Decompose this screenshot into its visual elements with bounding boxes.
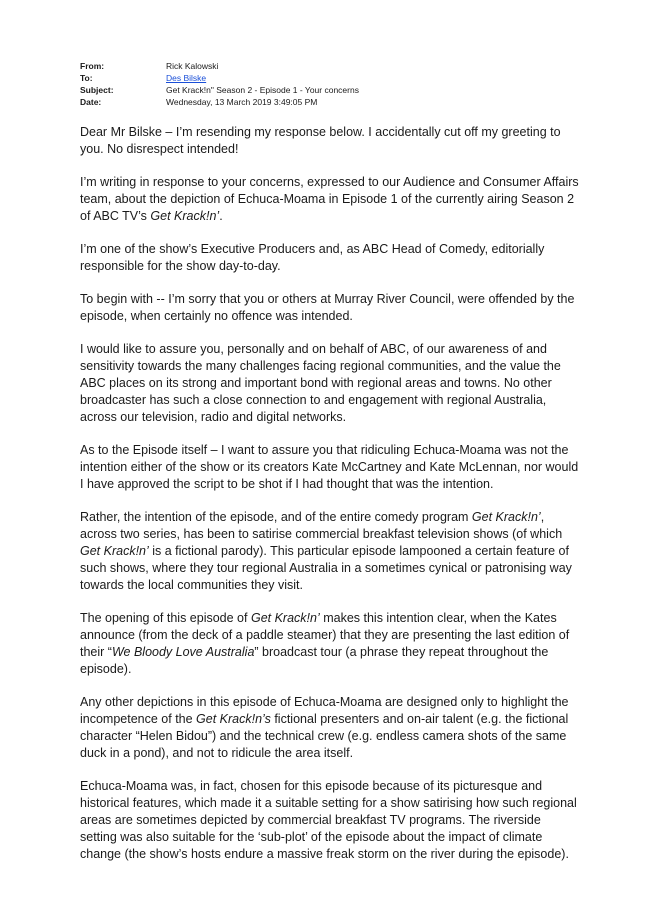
show-title: Get Krack!n’ (150, 209, 220, 223)
text-run: I’m writing in response to your concerns, expressed to our Audience and Consumer Affairs team, about the depiction of Echuca-Moama in Episode 1 of the currently airing Season 2 of ABC TV’s (80, 175, 579, 223)
text-run: fictional presenters and on-air talent (e.g. the fictional character “Helen Bidou”) and the technical crew (e.g. endless camera shots of the same duck in a pond), and not to ridicule the area itself. (80, 712, 569, 760)
email-body (80, 124, 580, 879)
to-label: To: (80, 73, 93, 83)
paragraph-assurance: I would like to assure you, personally and on behalf of ABC, of our awareness of and sensitivity towards the many challenges facing regional communities, and the value the ABC places on its strong and important bond with regional areas and towns. No other broadcaster has such a close connection to and engagement with regional Australia, across our television, radio and digital networks. (80, 342, 561, 424)
text-run: . (219, 209, 223, 223)
show-title: Get Krack!n’ (471, 510, 541, 524)
from-row (80, 60, 359, 72)
from-label: From: (80, 61, 105, 71)
subject-value: Get Krack!n" Season 2 - Episode 1 - Your concerns (166, 85, 359, 95)
to-row (80, 72, 359, 84)
paragraph-opening (80, 610, 580, 678)
paragraph-response (80, 174, 580, 225)
date-row (80, 96, 359, 108)
paragraph-apology: To begin with -- I’m sorry that you or others at Murray River Council, were offended by the episode, when certainly no offence was intended. (80, 292, 575, 323)
subject-label: Subject: (80, 85, 114, 95)
date-value: Wednesday, 13 March 2019 3:49:05 PM (166, 97, 318, 107)
show-title: Get Krack!n’ (250, 611, 320, 625)
text-run: Any other depictions in this episode of Echuca-Moama are designed only to highlight the incompetence of the (80, 695, 569, 726)
paragraph-greeting: Dear Mr Bilske – I’m resending my response below. I accidentally cut off my greeting to you. No disrespect intended! (80, 125, 561, 156)
to-link[interactable]: Des Bilske (166, 73, 207, 83)
paragraph-depictions (80, 694, 580, 762)
paragraph-role: I’m one of the show’s Executive Producers and, as ABC Head of Comedy, editorially responsible for the show day-to-day. (80, 242, 545, 273)
email-header (80, 60, 359, 108)
show-title: Get Krack!n’ (80, 544, 149, 558)
paragraph-episode: As to the Episode itself – I want to assure you that ridiculing Echuca-Moama was not the intention either of the show or its creators Kate McCartney and Kate McLennan, nor would I have approved the script to be shot if I had thought that was the intention. (80, 443, 579, 491)
text-run: is a fictional parody). This particular episode lampooned a certain feature of such shows, where they tour regional Australia in a sometimes cynical or patronising way towards the local communities they visit. (80, 544, 572, 592)
from-value: Rick Kalowski (166, 61, 219, 71)
paragraph-setting: Echuca-Moama was, in fact, chosen for this episode because of its picturesque and historical features, which made it a suitable setting for a show satirising how such regional areas are sometimes depicted by commercial breakfast TV programs. The riverside setting was also suitable for the ‘sub-plot’ of the episode about the impact of climate change (the show’s hosts endure a massive freak storm on the river during the episode). (80, 779, 577, 861)
subject-row (80, 84, 359, 96)
text-run: The opening of this episode of (80, 611, 251, 625)
date-label: Date: (80, 97, 102, 107)
show-title: Get Krack!n’s (196, 712, 271, 726)
tour-title: We Bloody Love Australia (111, 645, 255, 659)
text-run: Rather, the intention of the episode, and of the entire comedy program (80, 510, 472, 524)
paragraph-intention (80, 509, 580, 594)
text-run: , across two series, has been to satirise commercial breakfast television shows (of which (80, 510, 563, 541)
text-run: makes this intention clear, when the Kates announce (from the deck of a paddle steamer) that they are presenting the last edition of their “ (80, 611, 570, 659)
text-run: ” broadcast tour (a phrase they repeat throughout the episode). (80, 645, 549, 676)
